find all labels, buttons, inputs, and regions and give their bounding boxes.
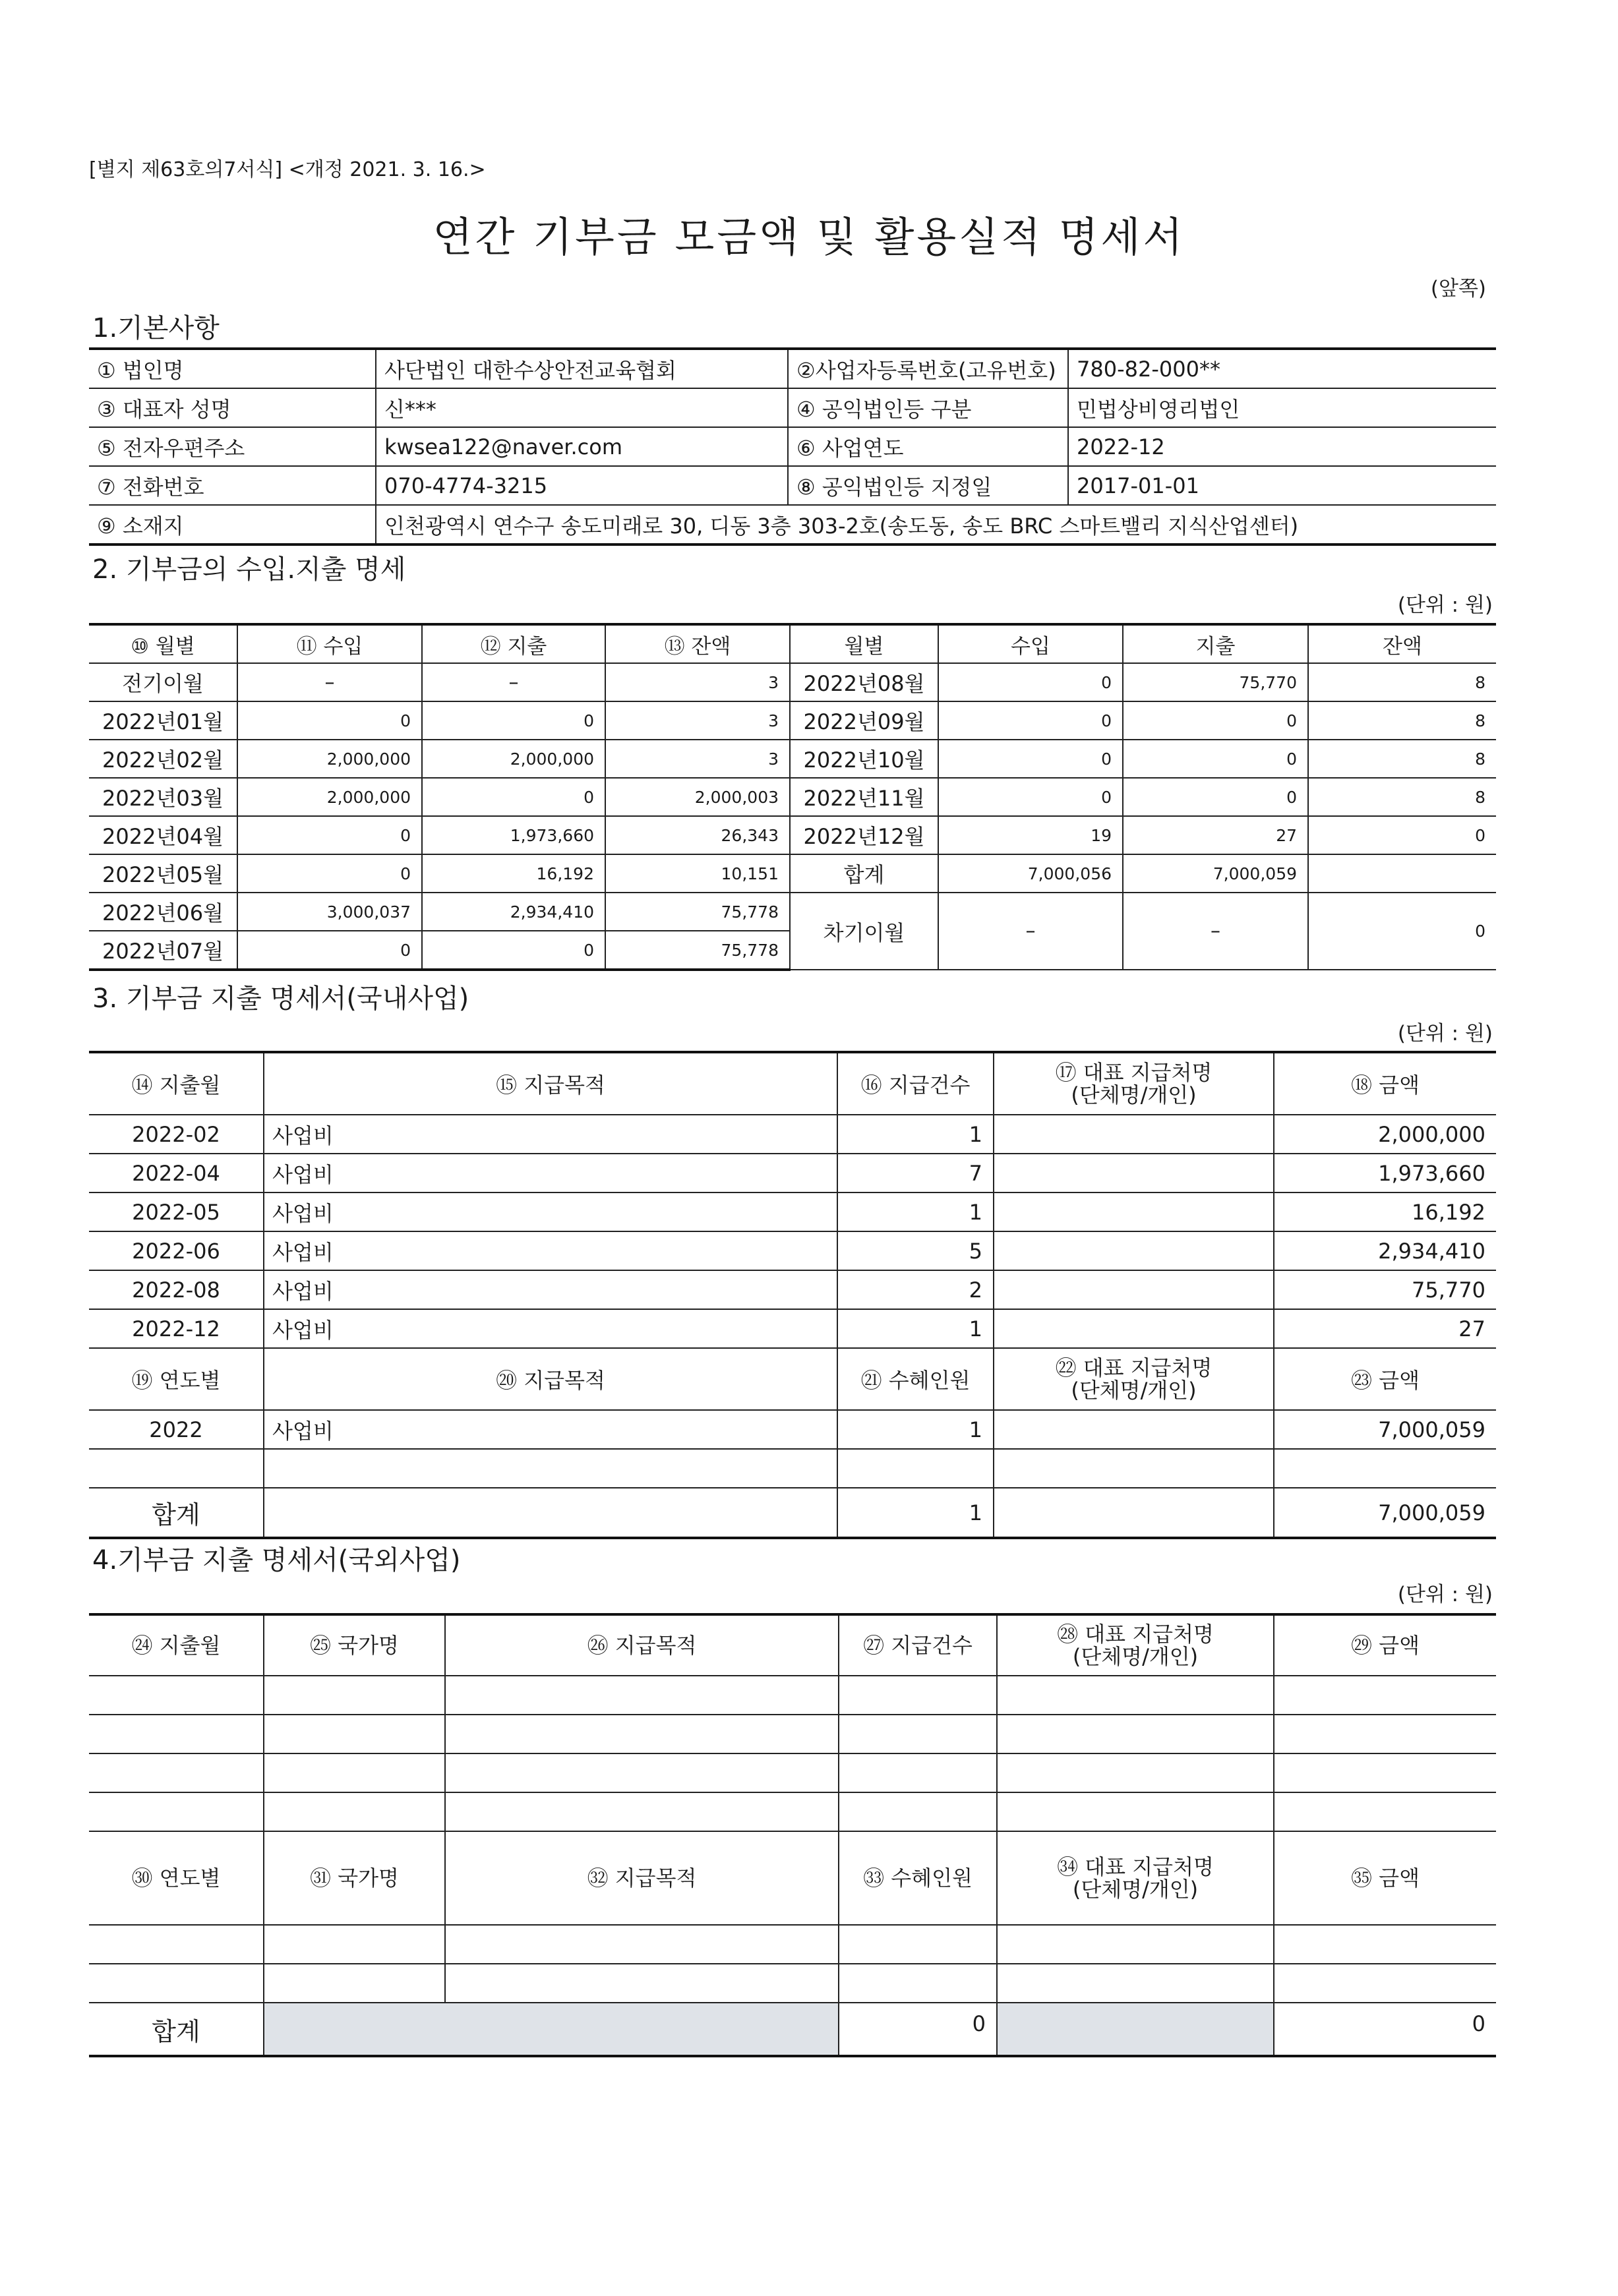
empty-cell bbox=[997, 1715, 1274, 1753]
purpose-cell: 사업비 bbox=[264, 1270, 837, 1309]
field-label: ① 법인명 bbox=[89, 349, 376, 388]
month-cell: 2022년10월 bbox=[790, 740, 938, 778]
carry-forward-label: 차기이월 bbox=[790, 893, 938, 970]
total-beneficiaries: 1 bbox=[837, 1488, 994, 1538]
header-count: ㉗ 지급건수 bbox=[839, 1614, 997, 1676]
field-value: 민법상비영리법인 bbox=[1068, 388, 1496, 427]
table-row bbox=[89, 349, 1496, 388]
table-row bbox=[89, 1449, 1496, 1488]
empty-cell bbox=[445, 1925, 839, 1964]
purpose-cell: 사업비 bbox=[264, 1192, 837, 1231]
empty-cell bbox=[994, 1449, 1274, 1488]
amount-cell: 2,934,410 bbox=[1274, 1231, 1496, 1270]
empty-cell bbox=[1274, 1715, 1496, 1753]
recipient-cell bbox=[994, 1270, 1274, 1309]
balance-cell: 0 bbox=[1308, 816, 1496, 854]
header-income: 수입 bbox=[938, 624, 1123, 663]
field-value: 2017-01-01 bbox=[1068, 466, 1496, 505]
field-label: ④ 공익법인등 구분 bbox=[788, 388, 1068, 427]
empty-cell bbox=[997, 1753, 1274, 1792]
header-recipient-line2: (단체명/개인) bbox=[1072, 1644, 1199, 1669]
month-cell: 2022년04월 bbox=[89, 816, 237, 854]
empty-cell bbox=[1274, 1925, 1496, 1964]
shaded-cell bbox=[264, 2003, 839, 2056]
empty-cell bbox=[997, 1964, 1274, 2003]
amount-cell: 16,192 bbox=[1274, 1192, 1496, 1231]
balance-cell: 3 bbox=[605, 701, 790, 740]
table-row bbox=[89, 1154, 1496, 1192]
header-expense-month: ⑭ 지출월 bbox=[89, 1052, 264, 1115]
header-purpose: ⑳ 지급목적 bbox=[264, 1348, 837, 1410]
balance-cell: 3 bbox=[605, 663, 790, 701]
count-cell: 1 bbox=[837, 1115, 994, 1154]
income-cell: 19 bbox=[938, 816, 1123, 854]
section-4-title: 4.기부금 지출 명세서(국외사업) bbox=[92, 1545, 461, 1575]
empty-cell bbox=[837, 1449, 994, 1488]
table-row bbox=[89, 893, 1496, 931]
total-amount: 0 bbox=[1274, 2003, 1496, 2056]
purpose-cell: 사업비 bbox=[264, 1154, 837, 1192]
empty-cell bbox=[89, 1792, 264, 1831]
balance-total bbox=[1308, 854, 1496, 893]
income-cell: 0 bbox=[938, 778, 1123, 816]
table-row bbox=[89, 1410, 1496, 1449]
total-row bbox=[89, 2003, 1496, 2056]
month-cell: 2022-04 bbox=[89, 1154, 264, 1192]
document-title: 연간 기부금 모금액 및 활용실적 명세서 bbox=[433, 213, 1185, 261]
empty-cell bbox=[839, 1792, 997, 1831]
expense-cell: 0 bbox=[422, 778, 605, 816]
empty-cell bbox=[445, 1964, 839, 2003]
amount-cell: 2,000,000 bbox=[1274, 1115, 1496, 1154]
header-recipient-line2: (단체명/개인) bbox=[1072, 1877, 1199, 1902]
table-header-row bbox=[89, 1348, 1496, 1410]
empty-cell bbox=[839, 1715, 997, 1753]
month-cell: 2022-05 bbox=[89, 1192, 264, 1231]
empty-cell bbox=[445, 1676, 839, 1715]
amount-cell: 7,000,059 bbox=[1274, 1410, 1496, 1449]
balance-cell: 10,151 bbox=[605, 854, 790, 893]
month-cell: 2022년09월 bbox=[790, 701, 938, 740]
header-expense: ⑫ 지출 bbox=[422, 624, 605, 663]
header-expense: 지출 bbox=[1123, 624, 1308, 663]
table-row bbox=[89, 1309, 1496, 1348]
empty-cell bbox=[1274, 1676, 1496, 1715]
domestic-expense-table bbox=[89, 1051, 1496, 1539]
header-count: ⑯ 지급건수 bbox=[837, 1052, 994, 1115]
header-year: ㉚ 연도별 bbox=[89, 1831, 264, 1925]
amount-cell: 75,770 bbox=[1274, 1270, 1496, 1309]
month-cell: 2022년02월 bbox=[89, 740, 237, 778]
total-count: 0 bbox=[839, 2003, 997, 2056]
table-row bbox=[89, 1270, 1496, 1309]
table-row bbox=[89, 1192, 1496, 1231]
month-cell: 2022년07월 bbox=[89, 931, 237, 970]
total-label: 합계 bbox=[89, 1488, 264, 1538]
table-row bbox=[89, 1115, 1496, 1154]
header-amount: ㉙ 금액 bbox=[1274, 1614, 1496, 1676]
empty-cell bbox=[264, 1715, 445, 1753]
header-income: ⑪ 수입 bbox=[237, 624, 422, 663]
month-cell: 2022년12월 bbox=[790, 816, 938, 854]
field-value: 신*** bbox=[376, 388, 788, 427]
expense-cell: 27 bbox=[1123, 816, 1308, 854]
empty-cell bbox=[264, 1925, 445, 1964]
empty-cell bbox=[264, 1753, 445, 1792]
header-recipient-line1: ㉞ 대표 지급처명 bbox=[1057, 1854, 1214, 1879]
table-row bbox=[89, 1792, 1496, 1831]
header-purpose: ㉜ 지급목적 bbox=[445, 1831, 839, 1925]
page-side-label: (앞쪽) bbox=[1430, 277, 1486, 301]
header-expense-month: ㉔ 지출월 bbox=[89, 1614, 264, 1676]
table-row bbox=[89, 1231, 1496, 1270]
table-header-row bbox=[89, 624, 1496, 663]
balance-cell: 26,343 bbox=[605, 816, 790, 854]
expense-cell: 0 bbox=[422, 701, 605, 740]
recipient-cell bbox=[994, 1309, 1274, 1348]
recipient-cell bbox=[994, 1154, 1274, 1192]
unit-label: (단위 : 원) bbox=[1397, 1583, 1493, 1606]
month-cell: 2022년06월 bbox=[89, 893, 237, 931]
field-label: ⑨ 소재지 bbox=[89, 505, 376, 545]
purpose-cell: 사업비 bbox=[264, 1410, 837, 1449]
basic-info-table bbox=[89, 347, 1496, 546]
income-cell: 0 bbox=[237, 701, 422, 740]
header-balance: 잔액 bbox=[1308, 624, 1496, 663]
field-label: ③ 대표자 성명 bbox=[89, 388, 376, 427]
recipient-cell bbox=[994, 1231, 1274, 1270]
purpose-cell: 사업비 bbox=[264, 1231, 837, 1270]
beneficiaries-cell: 1 bbox=[837, 1410, 994, 1449]
empty-cell bbox=[89, 1964, 264, 2003]
field-value: 2022-12 bbox=[1068, 427, 1496, 466]
shaded-cell bbox=[997, 2003, 1274, 2056]
empty-cell bbox=[89, 1753, 264, 1792]
header-country: ㉛ 국가명 bbox=[264, 1831, 445, 1925]
year-cell: 2022 bbox=[89, 1410, 264, 1449]
field-value: 사단법인 대한수상안전교육협회 bbox=[376, 349, 788, 388]
empty-cell bbox=[264, 1964, 445, 2003]
expense-cell: 0 bbox=[1123, 740, 1308, 778]
month-cell: 2022-12 bbox=[89, 1309, 264, 1348]
month-cell: 전기이월 bbox=[89, 663, 237, 701]
carry-balance: 0 bbox=[1308, 893, 1496, 970]
purpose-cell: 사업비 bbox=[264, 1115, 837, 1154]
carry-expense: – bbox=[1123, 893, 1308, 970]
empty-cell bbox=[839, 1753, 997, 1792]
empty-cell bbox=[264, 1488, 837, 1538]
total-label: 합계 bbox=[89, 2003, 264, 2056]
income-cell: – bbox=[237, 663, 422, 701]
income-cell: 0 bbox=[237, 931, 422, 970]
income-total: 7,000,056 bbox=[938, 854, 1123, 893]
header-recipient-line1: ⑰ 대표 지급처명 bbox=[1055, 1060, 1213, 1085]
table-header-row bbox=[89, 1614, 1496, 1676]
table-row bbox=[89, 778, 1496, 816]
empty-cell bbox=[264, 1676, 445, 1715]
field-value: 780-82-000** bbox=[1068, 349, 1496, 388]
table-row bbox=[89, 1676, 1496, 1715]
balance-cell: 3 bbox=[605, 740, 790, 778]
income-cell: 2,000,000 bbox=[237, 740, 422, 778]
empty-cell bbox=[264, 1449, 837, 1488]
header-beneficiaries: ㉑ 수혜인원 bbox=[837, 1348, 994, 1410]
unit-label: (단위 : 원) bbox=[1397, 593, 1493, 617]
recipient-cell bbox=[994, 1115, 1274, 1154]
month-cell: 2022-02 bbox=[89, 1115, 264, 1154]
empty-cell bbox=[1274, 1964, 1496, 2003]
expense-cell: 0 bbox=[1123, 701, 1308, 740]
header-balance: ⑬ 잔액 bbox=[605, 624, 790, 663]
header-year: ⑲ 연도별 bbox=[89, 1348, 264, 1410]
income-cell: 0 bbox=[237, 816, 422, 854]
empty-cell bbox=[994, 1488, 1274, 1538]
empty-cell bbox=[89, 1676, 264, 1715]
month-cell: 2022년08월 bbox=[790, 663, 938, 701]
expense-cell: 0 bbox=[1123, 778, 1308, 816]
count-cell: 2 bbox=[837, 1270, 994, 1309]
header-recipient-line2: (단체명/개인) bbox=[1071, 1378, 1197, 1403]
header-purpose: ⑮ 지급목적 bbox=[264, 1052, 837, 1115]
income-cell: 3,000,037 bbox=[237, 893, 422, 931]
table-row bbox=[89, 1925, 1496, 1964]
balance-cell: 8 bbox=[1308, 663, 1496, 701]
table-row bbox=[89, 1753, 1496, 1792]
table-row bbox=[89, 854, 1496, 893]
table-row bbox=[89, 816, 1496, 854]
total-amount: 7,000,059 bbox=[1274, 1488, 1496, 1538]
header-month: ⑩ 월별 bbox=[89, 624, 237, 663]
expense-total: 7,000,059 bbox=[1123, 854, 1308, 893]
carry-income: – bbox=[938, 893, 1123, 970]
month-cell: 2022-08 bbox=[89, 1270, 264, 1309]
table-row bbox=[89, 740, 1496, 778]
balance-cell: 2,000,003 bbox=[605, 778, 790, 816]
header-amount: ㉟ 금액 bbox=[1274, 1831, 1496, 1925]
field-value: kwsea122@naver.com bbox=[376, 427, 788, 466]
empty-cell bbox=[1274, 1449, 1496, 1488]
empty-cell bbox=[839, 1925, 997, 1964]
unit-label: (단위 : 원) bbox=[1397, 1022, 1493, 1045]
balance-cell: 8 bbox=[1308, 740, 1496, 778]
empty-cell bbox=[89, 1715, 264, 1753]
empty-cell bbox=[445, 1792, 839, 1831]
balance-cell: 75,778 bbox=[605, 893, 790, 931]
empty-cell bbox=[264, 1792, 445, 1831]
income-cell: 0 bbox=[938, 740, 1123, 778]
header-amount: ⑱ 금액 bbox=[1274, 1052, 1496, 1115]
balance-cell: 75,778 bbox=[605, 931, 790, 970]
table-row bbox=[89, 466, 1496, 505]
table-header-row bbox=[89, 1052, 1496, 1115]
field-label: ②사업자등록번호(고유번호) bbox=[788, 349, 1068, 388]
month-cell: 2022년03월 bbox=[89, 778, 237, 816]
amount-cell: 27 bbox=[1274, 1309, 1496, 1348]
table-row bbox=[89, 663, 1496, 701]
empty-cell bbox=[839, 1676, 997, 1715]
expense-cell: 75,770 bbox=[1123, 663, 1308, 701]
empty-cell bbox=[445, 1753, 839, 1792]
table-row bbox=[89, 1964, 1496, 2003]
income-expense-table bbox=[89, 623, 1496, 971]
empty-cell bbox=[997, 1676, 1274, 1715]
income-cell: 0 bbox=[938, 701, 1123, 740]
empty-cell bbox=[1274, 1792, 1496, 1831]
total-row bbox=[89, 1488, 1496, 1538]
overseas-expense-table bbox=[89, 1613, 1496, 2057]
total-label: 합계 bbox=[790, 854, 938, 893]
table-row bbox=[89, 505, 1496, 545]
expense-cell: – bbox=[422, 663, 605, 701]
income-cell: 2,000,000 bbox=[237, 778, 422, 816]
field-label: ⑧ 공익법인등 지정일 bbox=[788, 466, 1068, 505]
count-cell: 1 bbox=[837, 1192, 994, 1231]
header-purpose: ㉖ 지급목적 bbox=[445, 1614, 839, 1676]
header-month: 월별 bbox=[790, 624, 938, 663]
income-cell: 0 bbox=[938, 663, 1123, 701]
header-recipient-line1: ㉘ 대표 지급처명 bbox=[1057, 1622, 1214, 1647]
expense-cell: 0 bbox=[422, 931, 605, 970]
field-label: ⑦ 전화번호 bbox=[89, 466, 376, 505]
header-recipient bbox=[997, 1614, 1274, 1676]
table-row bbox=[89, 388, 1496, 427]
table-row bbox=[89, 1715, 1496, 1753]
field-label: ⑥ 사업연도 bbox=[788, 427, 1068, 466]
header-recipient bbox=[994, 1052, 1274, 1115]
header-recipient-line1: ㉒ 대표 지급처명 bbox=[1055, 1355, 1213, 1380]
month-cell: 2022년05월 bbox=[89, 854, 237, 893]
empty-cell bbox=[997, 1925, 1274, 1964]
table-row bbox=[89, 427, 1496, 466]
expense-cell: 1,973,660 bbox=[422, 816, 605, 854]
purpose-cell: 사업비 bbox=[264, 1309, 837, 1348]
expense-cell: 2,934,410 bbox=[422, 893, 605, 931]
balance-cell: 8 bbox=[1308, 701, 1496, 740]
section-2-title: 2. 기부금의 수입.지출 명세 bbox=[92, 554, 406, 585]
table-header-row bbox=[89, 1831, 1496, 1925]
count-cell: 1 bbox=[837, 1309, 994, 1348]
empty-cell bbox=[839, 1964, 997, 2003]
header-recipient bbox=[997, 1831, 1274, 1925]
expense-cell: 2,000,000 bbox=[422, 740, 605, 778]
table-row bbox=[89, 701, 1496, 740]
section-3-title: 3. 기부금 지출 명세서(국내사업) bbox=[92, 984, 469, 1014]
month-cell: 2022-06 bbox=[89, 1231, 264, 1270]
form-identifier: [별지 제63호의7서식] <개정 2021. 3. 16.> bbox=[89, 158, 486, 181]
expense-cell: 16,192 bbox=[422, 854, 605, 893]
empty-cell bbox=[89, 1449, 264, 1488]
field-value: 070-4774-3215 bbox=[376, 466, 788, 505]
balance-cell: 8 bbox=[1308, 778, 1496, 816]
header-country: ㉕ 국가명 bbox=[264, 1614, 445, 1676]
empty-cell bbox=[1274, 1753, 1496, 1792]
header-amount: ㉓ 금액 bbox=[1274, 1348, 1496, 1410]
address-value: 인천광역시 연수구 송도미래로 30, 디동 3층 303-2호(송도동, 송도 BRC 스마트밸리 지식산업센터) bbox=[376, 505, 1496, 545]
empty-cell bbox=[89, 1925, 264, 1964]
recipient-cell bbox=[994, 1410, 1274, 1449]
count-cell: 5 bbox=[837, 1231, 994, 1270]
month-cell: 2022년01월 bbox=[89, 701, 237, 740]
amount-cell: 1,973,660 bbox=[1274, 1154, 1496, 1192]
header-recipient-line2: (단체명/개인) bbox=[1071, 1082, 1197, 1107]
month-cell: 2022년11월 bbox=[790, 778, 938, 816]
empty-cell bbox=[997, 1792, 1274, 1831]
count-cell: 7 bbox=[837, 1154, 994, 1192]
section-1-title: 1.기본사항 bbox=[92, 313, 220, 343]
header-beneficiaries: ㉝ 수혜인원 bbox=[839, 1831, 997, 1925]
empty-cell bbox=[445, 1715, 839, 1753]
field-label: ⑤ 전자우편주소 bbox=[89, 427, 376, 466]
header-recipient bbox=[994, 1348, 1274, 1410]
recipient-cell bbox=[994, 1192, 1274, 1231]
income-cell: 0 bbox=[237, 854, 422, 893]
